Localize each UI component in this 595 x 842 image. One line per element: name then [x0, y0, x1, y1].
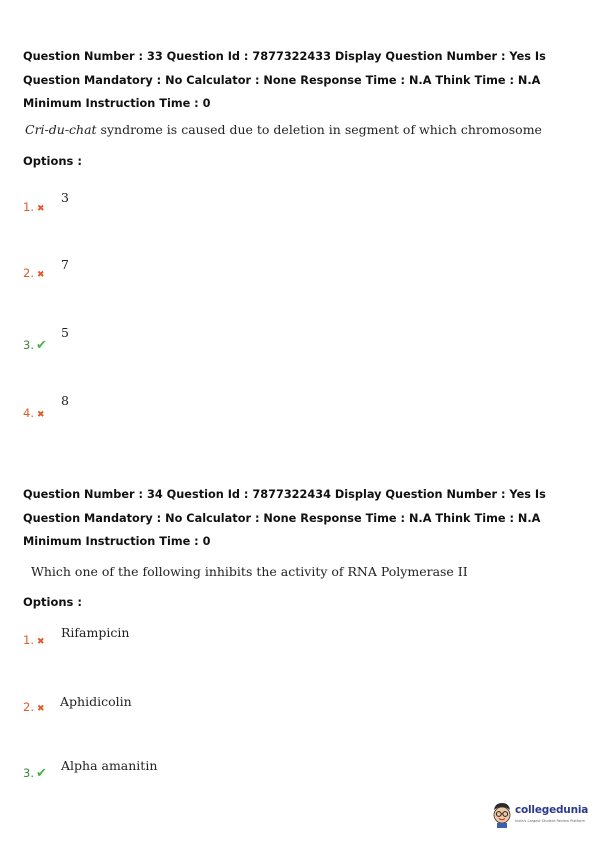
q33-option-2-text: 7: [61, 257, 69, 272]
question-33-italic-term: Cri-du-chat: [25, 122, 97, 137]
correct-check-icon: ✔: [35, 766, 47, 781]
q33-option-3-text: 5: [61, 325, 69, 340]
q34-option-3-number: 3. ✔: [23, 766, 47, 781]
q33-option-4-text: 8: [61, 393, 69, 408]
question-33-options-label: Options :: [23, 154, 82, 168]
logo-tagline: India's Largest Student Review Platform: [515, 819, 585, 823]
q34-option-1-number: 1. ✖: [23, 633, 45, 647]
q33-option-1-number: 1. ✖: [23, 200, 45, 214]
q33-option-1-text: 3: [61, 190, 69, 205]
wrong-mark-icon: ✖: [36, 637, 45, 647]
q34-option-1-text: Rifampicin: [61, 625, 130, 640]
question-34-text: Which one of the following inhibits the activity of RNA Polymerase II: [31, 564, 468, 579]
wrong-mark-icon: ✖: [36, 270, 45, 280]
q34-option-2-text: Aphidicolin: [60, 694, 132, 709]
q34-option-3-text: Alpha amanitin: [61, 758, 158, 773]
collegedunia-logo: [491, 801, 591, 833]
wrong-mark-icon: ✖: [36, 410, 45, 420]
question-33-meta: Question Number : 33 Question Id : 7877322433 Display Question Number : Yes Is Question Mandatory : No Calculator : None Response Time : N.A Think Time : N.A Minimum Instruction Time : 0: [23, 50, 546, 110]
correct-check-icon: ✔: [35, 338, 47, 353]
question-33-text: [25, 122, 542, 137]
question-33-rest: syndrome is caused due to deletion in segment of which chromosome: [96, 122, 542, 137]
q33-option-3-number: 3. ✔: [23, 338, 47, 353]
q33-option-4-number: 4. ✖: [23, 406, 45, 420]
question-34-meta: Question Number : 34 Question Id : 7877322434 Display Question Number : Yes Is Question Mandatory : No Calculator : None Response Time : N.A Think Time : N.A Minimum Instruction Time : 0: [23, 488, 546, 548]
wrong-mark-icon: ✖: [36, 704, 45, 714]
question-34-options-label: Options :: [23, 595, 82, 609]
logo-wordmark: collegedunia: [515, 804, 589, 816]
wrong-mark-icon: ✖: [36, 204, 45, 214]
q33-option-2-number: 2. ✖: [23, 266, 45, 280]
q34-option-2-number: 2. ✖: [23, 700, 45, 714]
student-mascot-icon: [491, 801, 513, 829]
